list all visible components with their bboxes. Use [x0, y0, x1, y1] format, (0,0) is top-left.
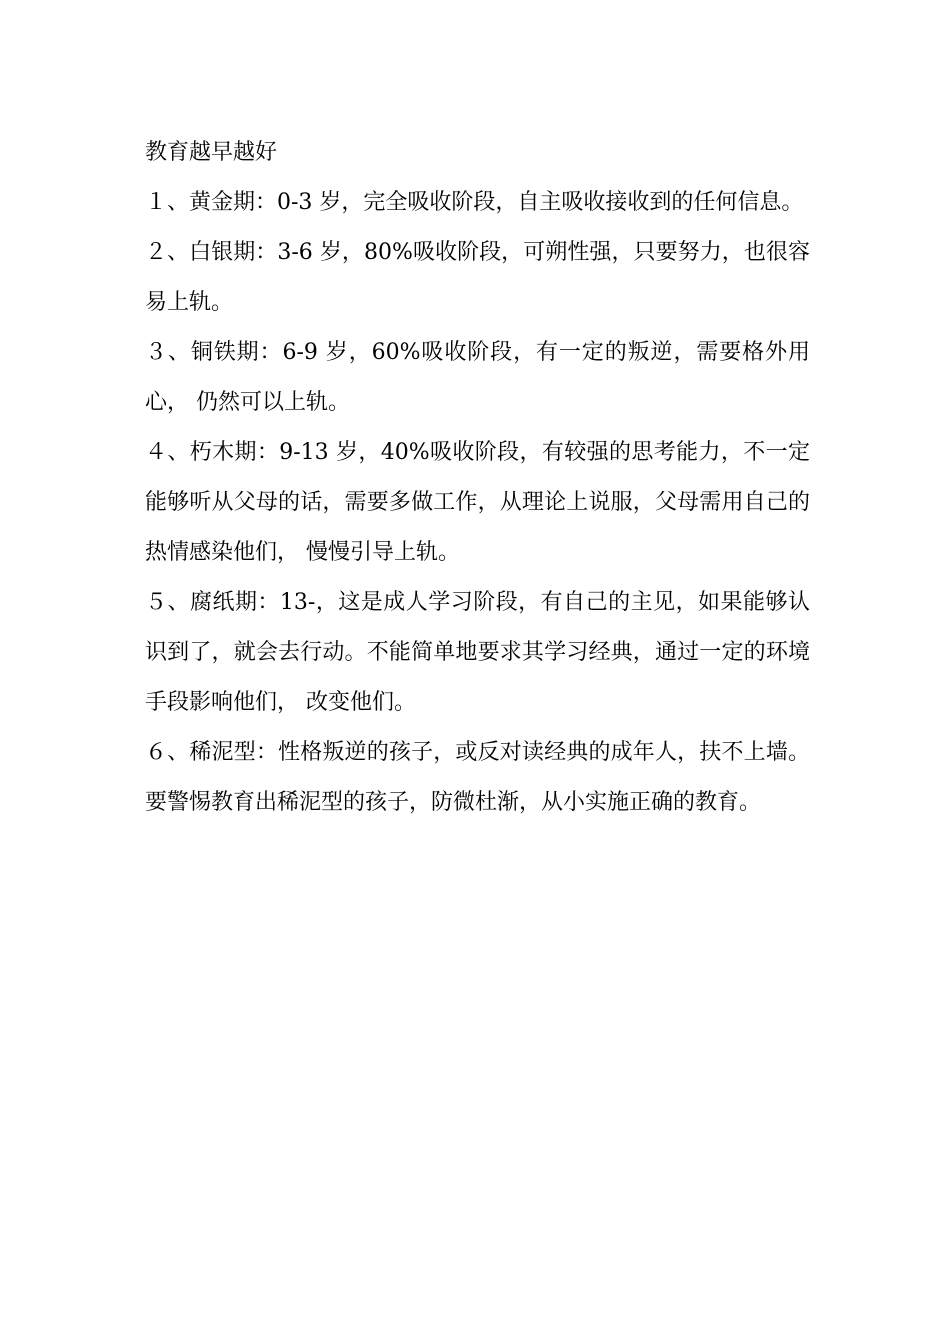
paragraph-stage-4: ４、朽木期：9-13 岁，40%吸收阶段，有较强的思考能力，不一定能够听从父母的话，需要多做工作，从理论上说服，父母需用自己的热情感染他们， 慢慢引导上轨。 [145, 440, 810, 565]
document-title: 教育越早越好 [145, 140, 278, 165]
document-body [145, 128, 810, 828]
paragraph-stage-6: ６、稀泥型：性格叛逆的孩子，或反对读经典的成年人，扶不上墙。要警惕教育出稀泥型的孩子，防微杜渐，从小实施正确的教育。 [145, 740, 810, 815]
paragraph-stage-1: １、黄金期：0-3 岁，完全吸收阶段，自主吸收接收到的任何信息。 [145, 190, 804, 215]
paragraph-stage-2: ２、白银期：3-6 岁，80%吸收阶段，可朔性强，只要努力，也很容易上轨。 [145, 240, 810, 315]
paragraph-stage-3: ３、铜铁期：6-9 岁，60%吸收阶段，有一定的叛逆，需要格外用心， 仍然可以上轨。 [145, 340, 810, 415]
paragraph-stage-5: ５、腐纸期：13-，这是成人学习阶段，有自己的主见，如果能够认识到了，就会去行动。不能简单地要求其学习经典，通过一定的环境手段影响他们， 改变他们。 [145, 590, 810, 715]
